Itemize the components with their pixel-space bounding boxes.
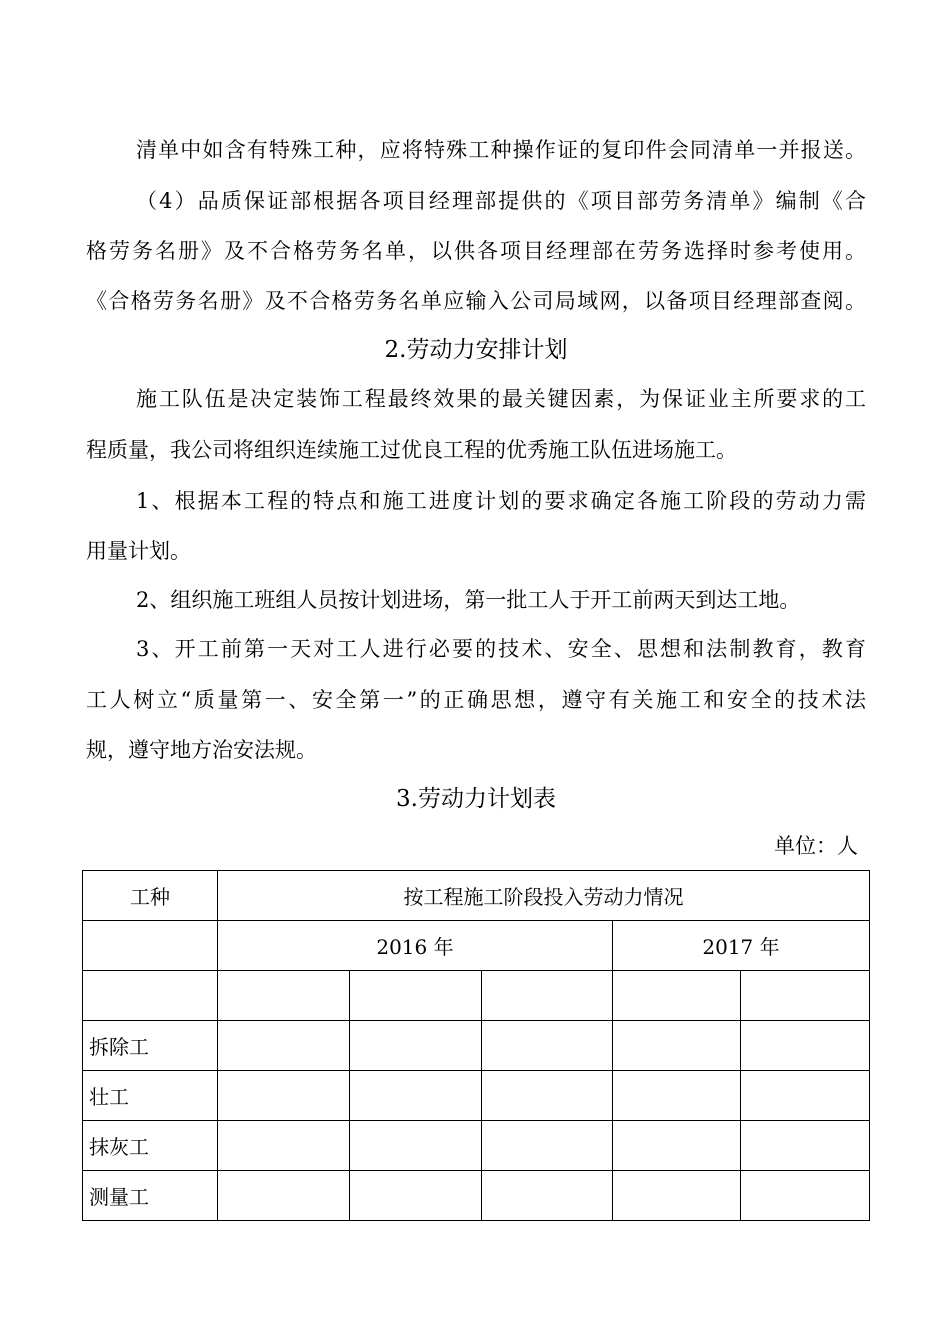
table-cell	[741, 1171, 870, 1221]
paragraph-line: 工人树立“质量第一、安全第一”的正确思想，遵守有关施工和安全的技术法	[86, 688, 866, 712]
section-heading-3: 3.劳动力计划表	[396, 786, 556, 812]
table-row	[83, 1021, 870, 1071]
labor-plan-table	[82, 870, 870, 1221]
table-cell	[741, 1021, 870, 1071]
table-cell	[218, 1021, 350, 1071]
table-year-row	[83, 921, 870, 971]
table-cell	[350, 971, 482, 1021]
table-cell	[482, 1071, 613, 1121]
row-label-plasterer: 抹灰工	[83, 1121, 218, 1171]
header-year-2016: 2016 年	[218, 921, 613, 971]
paragraph-line: 施工队伍是决定装饰工程最终效果的最关键因素，为保证业主所要求的工	[136, 387, 866, 411]
paragraph-line: 程质量，我公司将组织连续施工过优良工程的优秀施工队伍进场施工。	[86, 438, 737, 462]
table-cell	[482, 971, 613, 1021]
paragraph-line: 《合格劳务名册》及不合格劳务名单应输入公司局域网，以备项目经理部查阅。	[86, 289, 866, 313]
table-cell	[613, 1171, 741, 1221]
paragraph-line: （4）品质保证部根据各项目经理部提供的《项目部劳务清单》编制《合	[136, 189, 866, 213]
table-cell	[350, 1121, 482, 1171]
table-cell	[613, 1071, 741, 1121]
table-subheader-row	[83, 971, 870, 1021]
table-cell	[83, 921, 218, 971]
header-year-2017: 2017 年	[613, 921, 870, 971]
table-cell	[482, 1121, 613, 1171]
section-heading-2: 2.劳动力安排计划	[384, 337, 568, 363]
paragraph-line: 格劳务名册》及不合格劳务名单，以供各项目经理部在劳务选择时参考使用。	[86, 239, 866, 263]
paragraph-line: 规，遵守地方治安法规。	[86, 738, 317, 762]
table-cell	[741, 1071, 870, 1121]
table-cell	[350, 1021, 482, 1071]
table-cell	[741, 1121, 870, 1171]
paragraph-line: 3、开工前第一天对工人进行必要的技术、安全、思想和法制教育，教育	[136, 637, 866, 661]
paragraph-line: 1、根据本工程的特点和施工进度计划的要求确定各施工阶段的劳动力需	[136, 489, 866, 513]
paragraph-line: 2、组织施工班组人员按计划进场，第一批工人于开工前两天到达工地。	[136, 588, 801, 612]
table-cell	[613, 971, 741, 1021]
header-worktype: 工种	[83, 871, 218, 921]
header-situation: 按工程施工阶段投入劳动力情况	[218, 871, 870, 921]
table-row	[83, 1071, 870, 1121]
table-row	[83, 1171, 870, 1221]
table-cell	[350, 1171, 482, 1221]
table-row	[83, 1121, 870, 1171]
row-label-surveyor: 测量工	[83, 1171, 218, 1221]
paragraph-line: 清单中如含有特殊工种，应将特殊工种操作证的复印件会同清单一并报送。	[136, 138, 866, 162]
table-cell	[741, 971, 870, 1021]
table-cell	[83, 971, 218, 1021]
table-header-row	[83, 871, 870, 921]
table-cell	[482, 1021, 613, 1071]
table-cell	[218, 1071, 350, 1121]
unit-label: 单位：人	[774, 834, 858, 858]
table-cell	[613, 1121, 741, 1171]
row-label-demolition: 拆除工	[83, 1021, 218, 1071]
row-label-laborer: 壮工	[83, 1071, 218, 1121]
table-cell	[482, 1171, 613, 1221]
paragraph-line: 用量计划。	[86, 539, 191, 563]
table-cell	[218, 971, 350, 1021]
table-cell	[218, 1171, 350, 1221]
table-cell	[613, 1021, 741, 1071]
table-cell	[350, 1071, 482, 1121]
table-cell	[218, 1121, 350, 1171]
